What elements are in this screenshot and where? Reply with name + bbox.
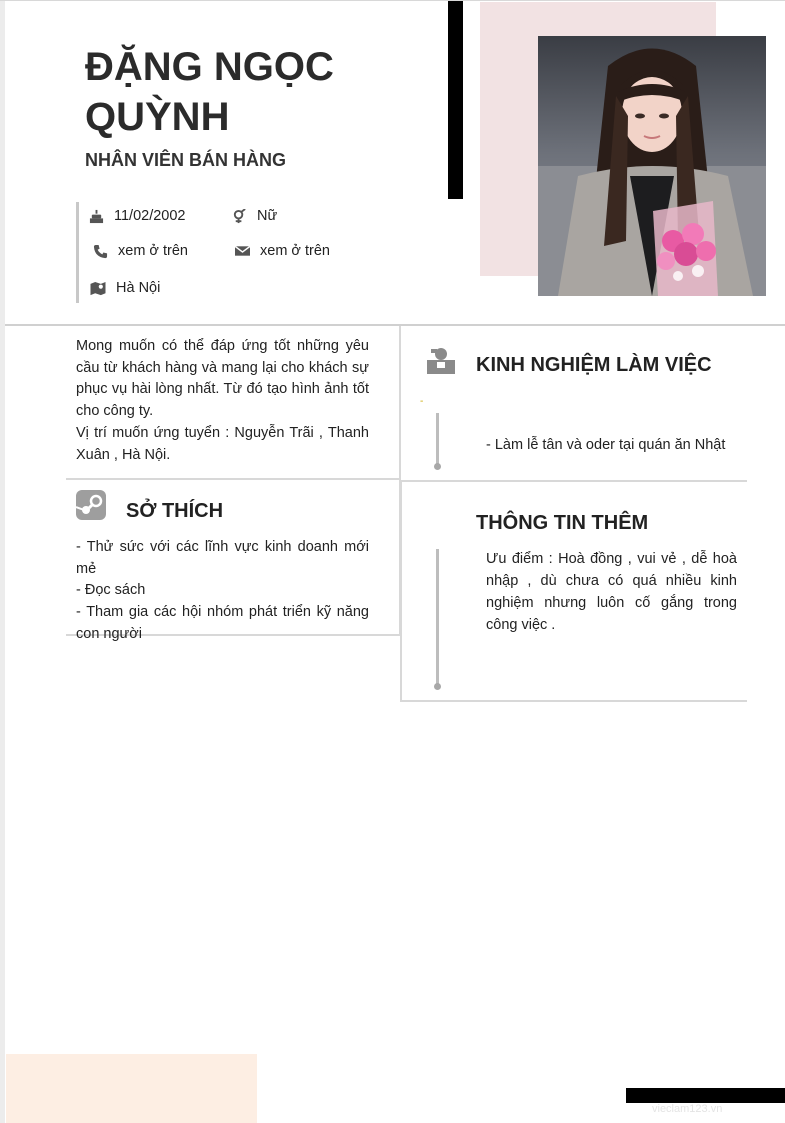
name-line-1: ĐẶNG NGỌC [85, 45, 334, 89]
additional-info-title: THÔNG TIN THÊM [476, 512, 649, 534]
job-title: NHÂN VIÊN BÁN HÀNG [85, 150, 287, 170]
contact-info-border [76, 202, 79, 303]
additional-timeline-dot [434, 683, 441, 690]
page-left-edge [0, 0, 5, 1123]
watermark: vieclam123.vn [652, 1103, 723, 1115]
envelope-icon [234, 243, 250, 259]
additional-timeline [436, 549, 439, 687]
additional-divider [400, 700, 747, 702]
objective-divider [66, 478, 400, 480]
phone-value: xem ở trên [118, 243, 188, 259]
experience-item: - Làm lễ tân và oder tại quán ăn Nhật [486, 437, 726, 453]
address-item [90, 280, 160, 296]
gender-value: Nữ [257, 208, 278, 224]
birthday-item [88, 208, 186, 224]
candidate-name [85, 42, 425, 142]
objective-paragraph-2: Vị trí muốn ứng tuyển : Nguyễn Trãi , Thanh Xuân , Hà Nội. [76, 424, 369, 463]
gender-icon [231, 208, 247, 224]
page-top-edge [0, 0, 785, 1]
experience-timeline [436, 413, 439, 467]
objective-paragraph-1: Mong muốn có thể đáp ứng tốt những yêu cầu từ khách hàng và mang lại cho khách sự phục vụ hài lòng nhất. Từ đó tạo hình ảnh tốt cho công ty. [76, 338, 369, 420]
header-accent-bar [448, 1, 463, 199]
header-divider [5, 324, 785, 326]
hobby-item: - Tham gia các hội nhóm phát triển kỹ năng con người [76, 604, 369, 642]
hobby-item: - Đọc sách [76, 582, 146, 599]
phone-item [92, 243, 188, 259]
gender-item [231, 208, 277, 224]
email-item [234, 243, 330, 259]
footer-peach-block [6, 1054, 257, 1123]
footer-accent-bar [626, 1088, 785, 1103]
column-divider-right [400, 482, 402, 702]
experience-timeline-dot [434, 463, 441, 470]
email-value: xem ở trên [260, 243, 330, 259]
experience-title: KINH NGHIỆM LÀM VIỆC [476, 354, 712, 376]
experience-marker: - [420, 396, 424, 407]
additional-info-text: Ưu điểm : Hoà đồng , vui vẻ , dễ hoà nhập , dù chưa có quá nhiều kinh nghiệm nhưng luôn cố gắng trong công việc . [486, 551, 737, 633]
briefcase-icon [425, 346, 455, 376]
birthday-value: 11/02/2002 [114, 208, 186, 224]
career-objective [76, 336, 369, 466]
map-icon [90, 280, 106, 296]
hobbies-list [76, 537, 369, 646]
phone-icon [92, 243, 108, 259]
profile-photo [538, 36, 766, 296]
address-value: Hà Nội [116, 280, 161, 296]
hobby-item: - Thử sức với các lĩnh vực kinh doanh mới mẻ [76, 539, 369, 577]
steam-icon [76, 490, 106, 520]
cake-icon [88, 208, 104, 224]
name-line-2: QUỲNH [85, 95, 230, 139]
experience-divider [400, 480, 747, 482]
hobbies-title: SỞ THÍCH [126, 500, 224, 522]
